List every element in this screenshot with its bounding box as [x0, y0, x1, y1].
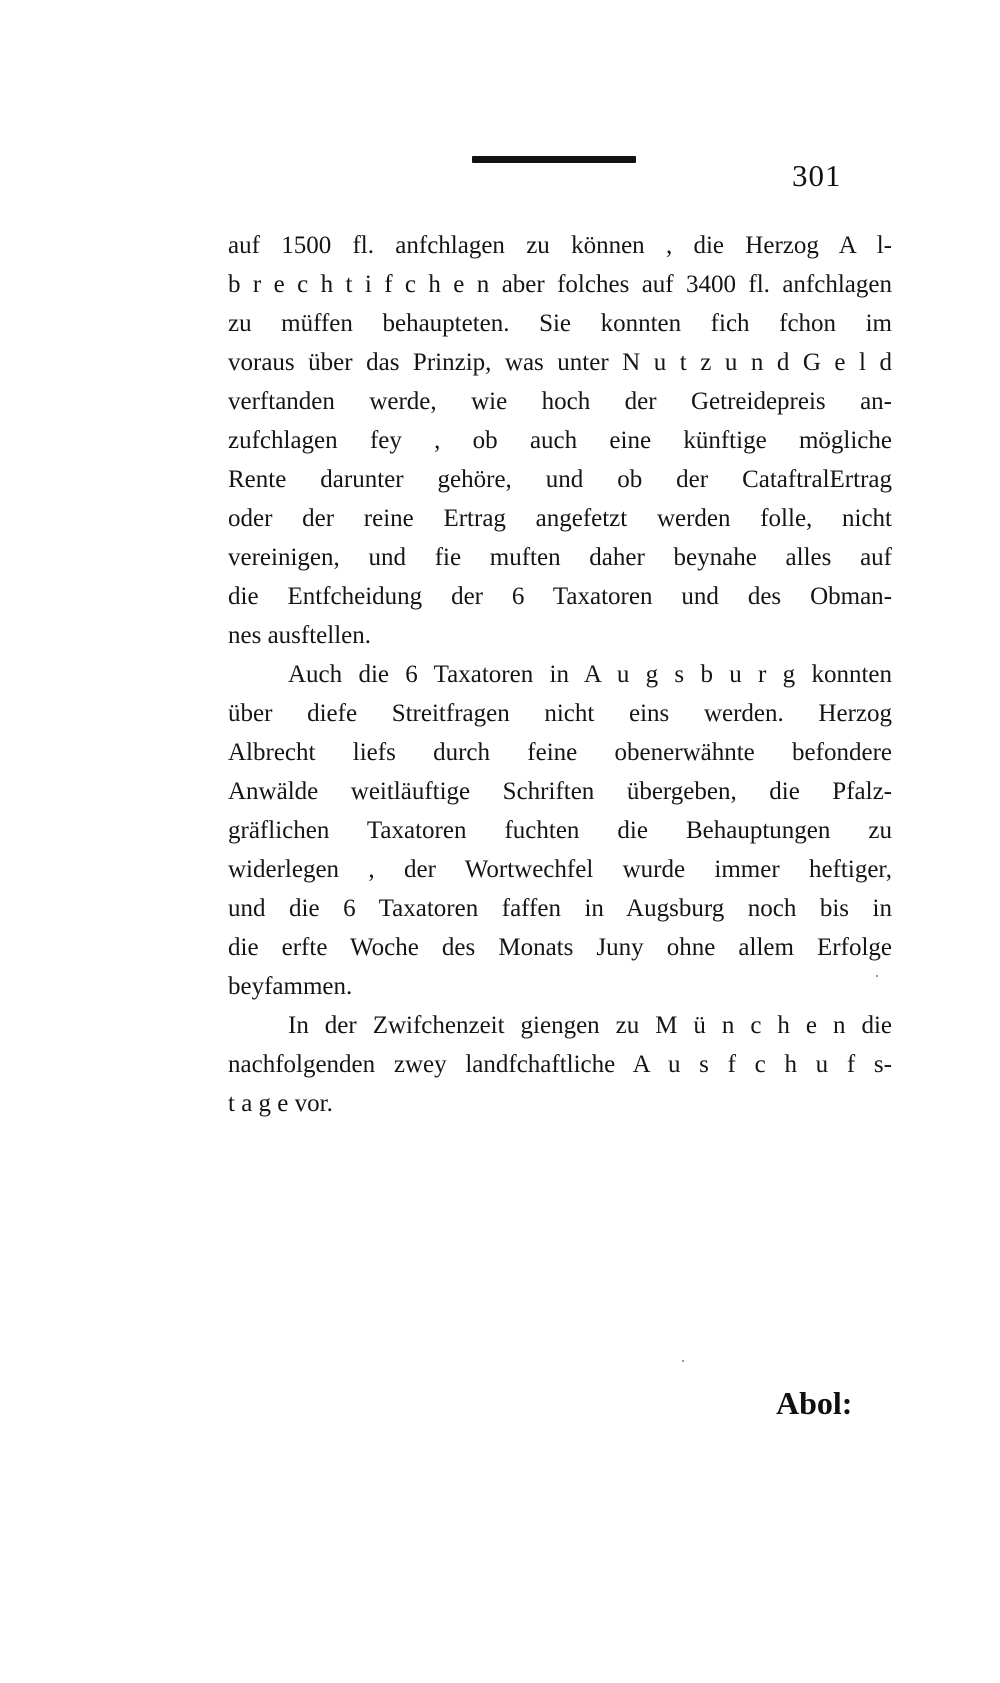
- text-line: nachfolgenden zwey landfchaftliche A u s f c h u f s-: [228, 1051, 892, 1078]
- text-line: verftanden werde, wie hoch der Getreidepreis an-: [228, 388, 892, 415]
- text-line: zu müffen behaupteten. Sie konnten fich fchon im: [228, 310, 892, 337]
- paper-speck: [876, 975, 878, 977]
- text-line: Albrecht liefs durch feine obenerwähnte befondere: [228, 739, 892, 766]
- body-text: [228, 226, 892, 1123]
- text-line: zufchlagen fey , ob auch eine künftige mögliche: [228, 427, 892, 454]
- page-number: 301: [792, 158, 842, 193]
- text-line: vereinigen, und fie muften daher beynahe alles auf: [228, 544, 892, 571]
- text-line: auf 1500 fl. anfchlagen zu können , die Herzog A l-: [228, 232, 892, 259]
- text-line: nes ausftellen.: [228, 622, 372, 649]
- text-line: Rente darunter gehöre, und ob der CataftralErtrag: [228, 466, 892, 493]
- text-line: t a g e vor.: [228, 1090, 333, 1117]
- text-line: widerlegen , der Wortwechfel wurde immer heftiger,: [228, 856, 892, 883]
- paragraph-start-line: In der Zwifchenzeit giengen zu M ü n c h e n die: [288, 1012, 892, 1039]
- paragraph-start-line: Auch die 6 Taxatoren in A u g s b u r g konnten: [288, 661, 892, 688]
- text-line: die erfte Woche des Monats Juny ohne allem Erfolge: [228, 934, 892, 961]
- paper-speck: [682, 1360, 684, 1362]
- text-line: die Entfcheidung der 6 Taxatoren und des Obman-: [228, 583, 892, 610]
- text-line: Anwälde weitläuftige Schriften übergeben, die Pfalz-: [228, 778, 892, 805]
- text-line: b r e c h t i f c h e n aber folches auf 3400 fl. anfchlagen: [228, 271, 892, 298]
- text-line: beyfammen.: [228, 973, 353, 1000]
- catchword: Abol:: [776, 1385, 853, 1421]
- header-rule: [472, 156, 636, 163]
- text-line: voraus über das Prinzip, was unter N u t z u n d G e l d: [228, 349, 892, 376]
- text-line: oder der reine Ertrag angefetzt werden folle, nicht: [228, 505, 892, 532]
- text-line: und die 6 Taxatoren faffen in Augsburg noch bis in: [228, 895, 892, 922]
- text-line: gräflichen Taxatoren fuchten die Behauptungen zu: [228, 817, 892, 844]
- text-line: über diefe Streitfragen nicht eins werden. Herzog: [228, 700, 892, 727]
